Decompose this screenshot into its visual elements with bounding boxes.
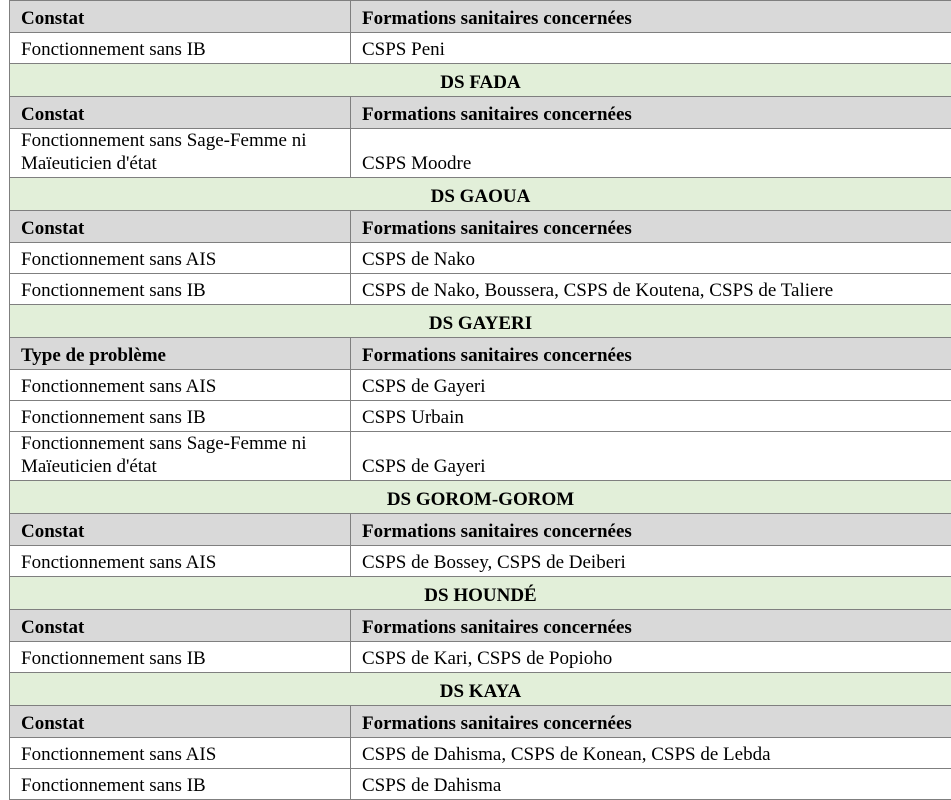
table-row [10,642,951,673]
column-header-facilities: Formations sanitaires concernées [351,610,951,642]
table-row [10,370,951,401]
table-row [10,546,951,577]
issue-cell: Fonctionnement sans AIS [10,738,351,769]
facilities-cell: CSPS de Bossey, CSPS de Deiberi [351,546,951,577]
district-section-row [10,673,951,706]
district-section-row [10,481,951,514]
table-row [10,432,951,481]
table-header-row [10,610,951,642]
table-header-row [10,338,951,370]
issue-cell: Fonctionnement sans IB [10,274,351,305]
issue-cell: Fonctionnement sans IB [10,642,351,673]
issue-cell: Fonctionnement sans Sage-Femme ni Maïeuticien d'état [10,432,351,481]
facilities-cell: CSPS de Dahisma [351,769,951,800]
column-header-issue: Constat [10,706,351,738]
facilities-cell: CSPS de Gayeri [351,432,951,481]
issue-cell: Fonctionnement sans AIS [10,546,351,577]
facilities-cell: CSPS Urbain [351,401,951,432]
column-header-issue: Constat [10,211,351,243]
table-row [10,33,951,64]
district-title: DS FADA [10,64,951,97]
table-row [10,738,951,769]
facilities-cell: CSPS de Nako [351,243,951,274]
table-row [10,243,951,274]
district-section-row [10,577,951,610]
issue-cell: Fonctionnement sans Sage-Femme ni Maïeuticien d'état [10,129,351,178]
district-section-row [10,64,951,97]
issue-cell: Fonctionnement sans IB [10,769,351,800]
table-row [10,769,951,800]
column-header-facilities: Formations sanitaires concernées [351,97,951,129]
column-header-issue: Constat [10,97,351,129]
column-header-facilities: Formations sanitaires concernées [351,1,951,33]
column-header-issue: Constat [10,610,351,642]
district-title: DS HOUNDÉ [10,577,951,610]
district-title: DS GOROM-GOROM [10,481,951,514]
table-row [10,129,951,178]
table-header-row [10,1,951,33]
facilities-cell: CSPS de Kari, CSPS de Popioho [351,642,951,673]
table-header-row [10,706,951,738]
column-header-issue: Constat [10,1,351,33]
table-header-row [10,514,951,546]
column-header-facilities: Formations sanitaires concernées [351,338,951,370]
issue-cell: Fonctionnement sans IB [10,33,351,64]
column-header-issue: Type de problème [10,338,351,370]
facilities-cell: CSPS Moodre [351,129,951,178]
health-facilities-table [9,0,951,800]
table-header-row [10,97,951,129]
district-section-row [10,178,951,211]
district-title: DS GAYERI [10,305,951,338]
column-header-issue: Constat [10,514,351,546]
column-header-facilities: Formations sanitaires concernées [351,211,951,243]
issue-cell: Fonctionnement sans IB [10,401,351,432]
facilities-cell: CSPS de Dahisma, CSPS de Konean, CSPS de Lebda [351,738,951,769]
issue-cell: Fonctionnement sans AIS [10,243,351,274]
column-header-facilities: Formations sanitaires concernées [351,706,951,738]
district-section-row [10,305,951,338]
table-row [10,274,951,305]
table-body [10,1,951,800]
column-header-facilities: Formations sanitaires concernées [351,514,951,546]
district-title: DS GAOUA [10,178,951,211]
facilities-cell: CSPS de Nako, Boussera, CSPS de Koutena, CSPS de Taliere [351,274,951,305]
table-header-row [10,211,951,243]
facilities-cell: CSPS Peni [351,33,951,64]
issue-cell: Fonctionnement sans AIS [10,370,351,401]
table-row [10,401,951,432]
district-title: DS KAYA [10,673,951,706]
facilities-cell: CSPS de Gayeri [351,370,951,401]
